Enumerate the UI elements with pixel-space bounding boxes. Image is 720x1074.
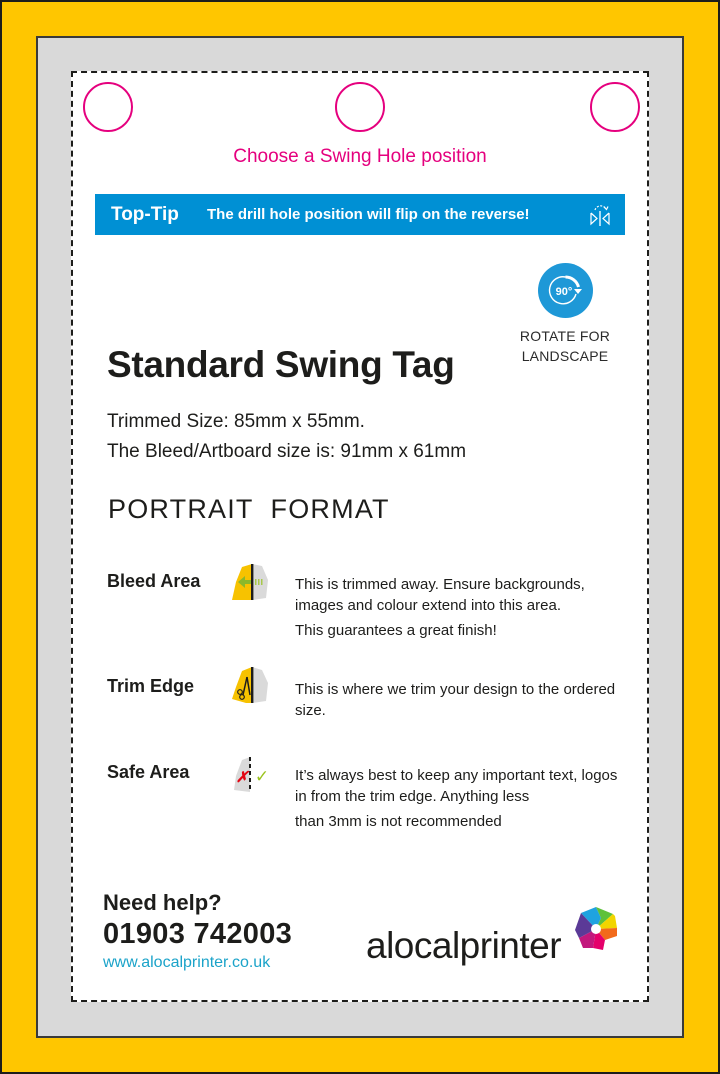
help-url-link[interactable]: www.alocalprinter.co.uk	[103, 954, 271, 971]
rotate-for-landscape-button[interactable]	[538, 263, 593, 318]
guide-desc-trim	[295, 679, 625, 721]
flip-icon	[587, 202, 613, 228]
rotate-label-line1: ROTATE FOR	[519, 328, 611, 344]
guide-desc-safe	[295, 765, 625, 832]
safe-area-icon	[228, 754, 272, 798]
bleed-area-icon	[228, 562, 272, 606]
guide-desc-trim-main: This is where we trim your design to the ordered size.	[295, 681, 616, 719]
guide-desc-bleed-extra: This guarantees a great finish!	[295, 622, 497, 639]
top-tip-label: Top-Tip	[111, 203, 179, 225]
guide-label-trim: Trim Edge	[107, 676, 195, 696]
format-label: PORTRAIT FORMAT	[108, 494, 390, 524]
bleed-size: The Bleed/Artboard size is: 91mm x 61mm	[107, 441, 467, 462]
rainbow-hexagon-logo-icon	[571, 904, 621, 954]
product-title: Standard Swing Tag	[107, 344, 455, 385]
swing-hole-left[interactable]	[83, 82, 133, 132]
rotate-label	[505, 326, 625, 366]
top-tip-text: The drill hole position will flip on the reverse!	[207, 206, 530, 223]
guide-desc-bleed	[295, 574, 625, 641]
guide-desc-bleed-main: This is trimmed away. Ensure backgrounds, images and colour extend into this area.	[295, 576, 585, 614]
help-phone[interactable]: 01903 742003	[103, 918, 293, 950]
rotate-icon	[538, 263, 593, 318]
swing-hole-right[interactable]	[590, 82, 640, 132]
guide-desc-safe-main: It’s always best to keep any important text, logos in from the trim edge. Anything less	[295, 767, 618, 805]
help-title: Need help?	[103, 890, 222, 915]
svg-text:90°: 90°	[555, 286, 573, 298]
scissors-trim-icon	[228, 665, 272, 709]
svg-text:✗: ✗	[235, 769, 249, 786]
svg-text:✓: ✓	[254, 767, 270, 787]
swing-hole-center[interactable]	[335, 82, 385, 132]
rotate-label-line2: LANDSCAPE	[521, 348, 609, 364]
trimmed-size: Trimmed Size: 85mm x 55mm.	[107, 411, 365, 432]
guide-label-safe: Safe Area	[107, 762, 190, 782]
swing-hole-instruction: Choose a Swing Hole position	[233, 146, 487, 167]
top-tip-banner	[95, 194, 625, 235]
guide-label-bleed: Bleed Area	[107, 571, 201, 591]
brand-name: alocalprinter	[366, 925, 562, 966]
guide-desc-safe-extra: than 3mm is not recommended	[295, 813, 502, 830]
